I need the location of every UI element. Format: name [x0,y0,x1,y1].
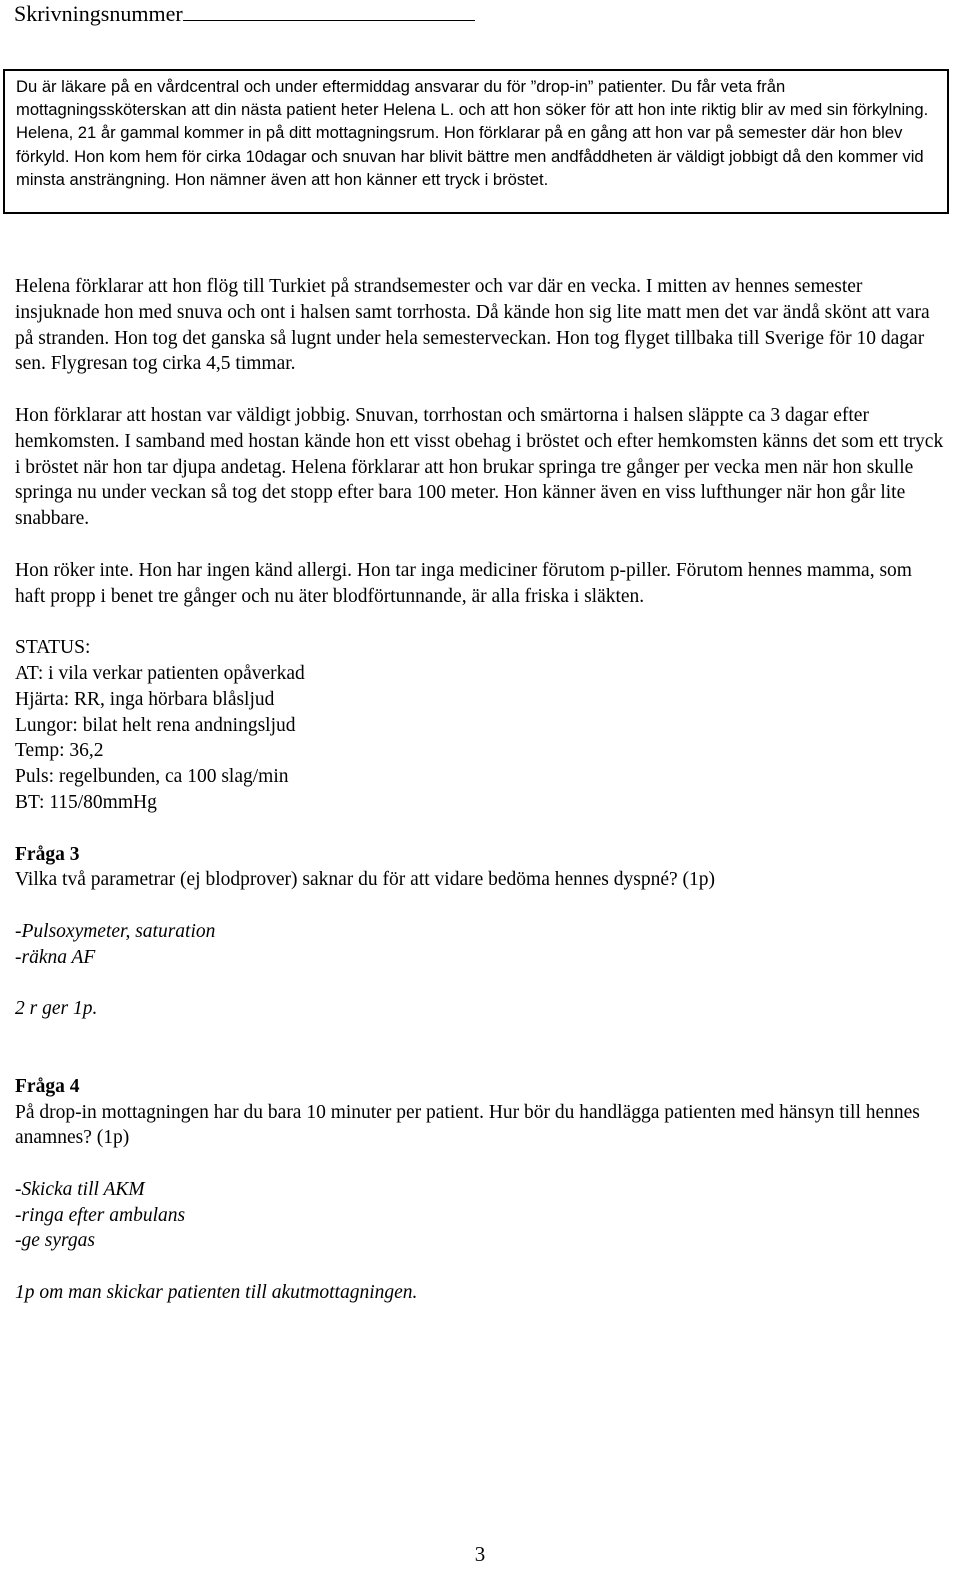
intro-paragraph: Helena, 21 år gammal kommer in på ditt mottagningsrum. Hon förklarar på en gång att hon var på semester där hon blev förkyld. Hon kom hem för cirka 10dagar och snuvan har blivit bättre men andfåddheten är väldigt jobbigt då den kommer vid minsta ansträngning. Hon nämner även att hon känner ett tryck i bröstet. [16,123,924,189]
question-4-scoring: 1p om man skickar patienten till akutmottagningen. [15,1282,418,1304]
status-title: STATUS: [15,637,91,659]
exam-number-field[interactable] [183,0,475,21]
history-paragraph: Hon förklarar att hostan var väldigt jobbig. Snuvan, torrhostan och smärtorna i halsen släppte ca 3 dagar efter hemkomsten. I samband med hostan kände hon ett visst obehag i bröstet och efter hemkomsten känns det som ett tryck i bröstet när hon tar djupa andetag. Helena förklarar att hon brukar springa tre gånger per vecka men när hon skulle springa nu under veckan så tog det stopp efter bara 100 meter. Hon känner även en viss lufthunger när hon går lite snabbare. [15,404,944,530]
question-3-answer: -räkna AF [15,946,96,968]
question-3-title: Fråga 3 [15,843,80,865]
question-3-text: Vilka två parametrar (ej blodprover) saknar du för att vidare bedöma hennes dyspné? (1p) [15,869,716,891]
history-paragraph: Helena förklarar att hon flög till Turkiet på strandsemester och var där en vecka. I mitten av hennes semester insjuknade hon med snuva och ont i halsen samt torrhosta. Då kände hon sig lite matt men det var ändå skönt att vara på stranden. Hon tog det ganska så lugnt under hela semesterveckan. Hon tog flyget tillbaka till Sverige för 10 dagar sen. Flygresan tog cirka 4,5 timmar. [15,276,930,375]
exam-number-label: Skrivningsnummer [14,1,183,26]
question-3-scoring: 2 r ger 1p. [15,998,98,1020]
status-line: Lungor: bilat helt rena andningsljud [15,714,296,736]
question-4-answer: -ge syrgas [15,1230,95,1252]
question-3-answer: -Pulsoxymeter, saturation [15,920,216,942]
status-line: Puls: regelbunden, ca 100 slag/min [15,766,289,788]
status-line: Temp: 36,2 [15,740,104,762]
page-number: 3 [474,1542,486,1566]
case-intro-box [3,69,949,214]
status-line: BT: 115/80mmHg [15,791,157,813]
history-paragraph: Hon röker inte. Hon har ingen känd allergi. Hon tar inga mediciner förutom p-piller. Förutom hennes mamma, som haft propp i benet tre gånger och nu äter blodförtunnande, är alla friska i släkten. [15,559,912,607]
intro-paragraph: Du är läkare på en vårdcentral och under eftermiddag ansvarar du för ”drop-in” patienter. Du får veta från mottagningssköterskan att din nästa patient heter Helena L. och att hon söker för att hon inte riktig blir av med sin förkylning. [16,77,929,120]
question-4-text: På drop-in mottagningen har du bara 10 minuter per patient. Hur bör du handlägga patienten med hänsyn till hennes anamnes? (1p) [15,1101,920,1149]
question-4-title: Fråga 4 [15,1075,80,1097]
case-content [15,274,945,1306]
question-4-answer: -ringa efter ambulans [15,1204,186,1226]
exam-number-header [14,0,475,28]
status-line: AT: i vila verkar patienten opåverkad [15,662,305,684]
question-4-answer: -Skicka till AKM [15,1178,145,1200]
status-line: Hjärta: RR, inga hörbara blåsljud [15,688,275,710]
